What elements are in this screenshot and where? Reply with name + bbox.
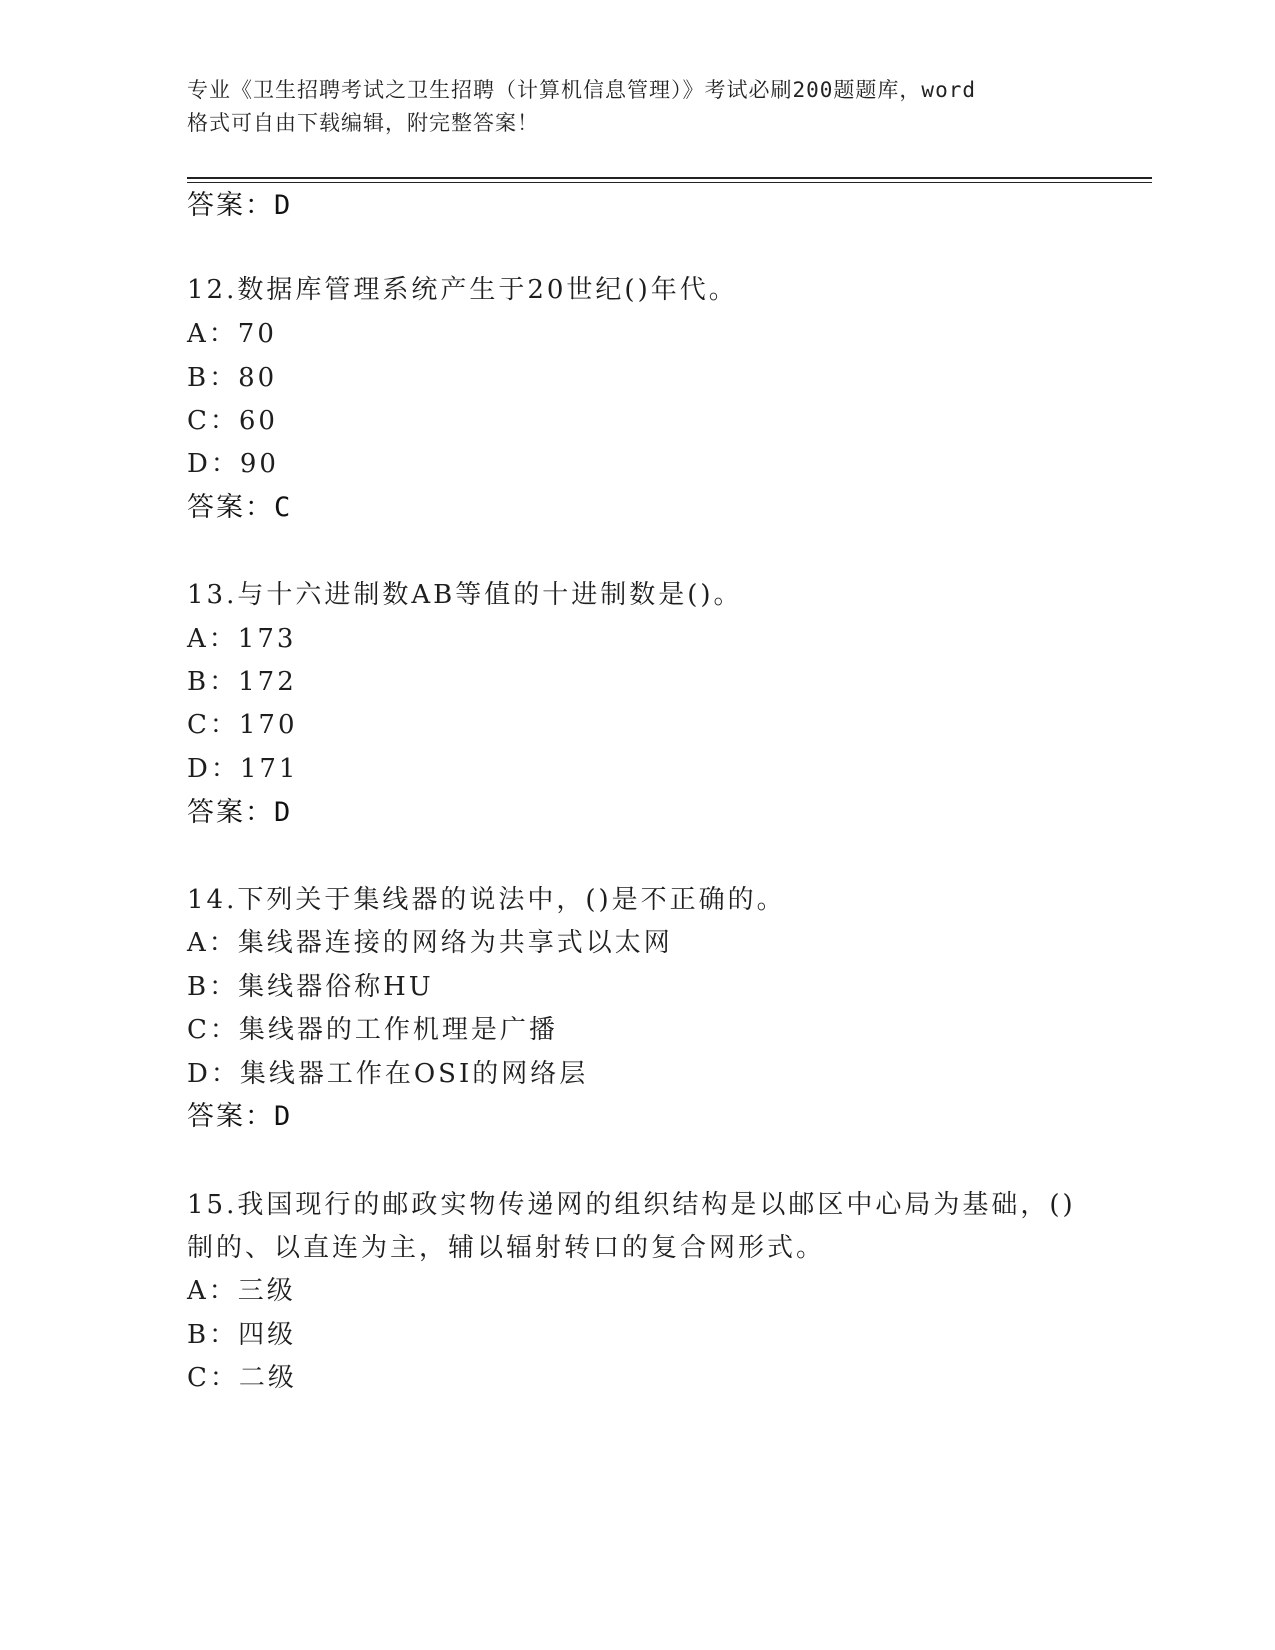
answer-previous: 答案：D: [187, 190, 293, 221]
question-13-option-c: C：170: [187, 710, 298, 740]
question-12-stem: 12.数据库管理系统产生于20世纪()年代。: [187, 275, 738, 305]
question-15-stem-line-2: 制的、以直连为主，辅以辐射转口的复合网形式。: [187, 1233, 826, 1263]
question-15-option-c: C：二级: [187, 1363, 297, 1393]
question-12-answer: 答案：C: [187, 492, 293, 523]
question-13-answer: 答案：D: [187, 797, 293, 828]
question-12-option-d: D：90: [187, 449, 279, 479]
question-14-option-c: C：集线器的工作机理是广播: [187, 1015, 558, 1045]
question-15-option-a: A：三级: [187, 1276, 296, 1306]
question-12-option-c: C：60: [187, 406, 278, 436]
question-13-option-a: A：173: [187, 624, 297, 654]
question-12-option-a: A：70: [187, 319, 277, 349]
header-line-1: 专业《卫生招聘考试之卫生招聘（计算机信息管理）》考试必刷200题题库，word: [187, 78, 976, 102]
question-13-option-d: D：171: [187, 754, 299, 784]
question-14-option-a: A：集线器连接的网络为共享式以太网: [187, 928, 673, 958]
document-header: [187, 74, 1087, 140]
question-15-stem-line-1: 15.我国现行的邮政实物传递网的组织结构是以邮区中心局为基础，(): [187, 1190, 1076, 1220]
question-14-option-b: B：集线器俗称HU: [187, 972, 434, 1002]
question-14-option-d: D：集线器工作在OSI的网络层: [187, 1059, 589, 1089]
header-rule: [187, 177, 1152, 179]
question-14-answer: 答案：D: [187, 1101, 293, 1132]
header-rule-thin: [187, 182, 1152, 183]
question-13-option-b: B：172: [187, 667, 297, 697]
question-14-stem: 14.下列关于集线器的说法中，()是不正确的。: [187, 885, 786, 915]
header-line-2: 格式可自由下载编辑，附完整答案！: [187, 111, 539, 135]
question-12-option-b: B：80: [187, 363, 278, 393]
question-13-stem: 13.与十六进制数AB等值的十进制数是()。: [187, 580, 743, 610]
question-15-option-b: B：四级: [187, 1320, 297, 1350]
